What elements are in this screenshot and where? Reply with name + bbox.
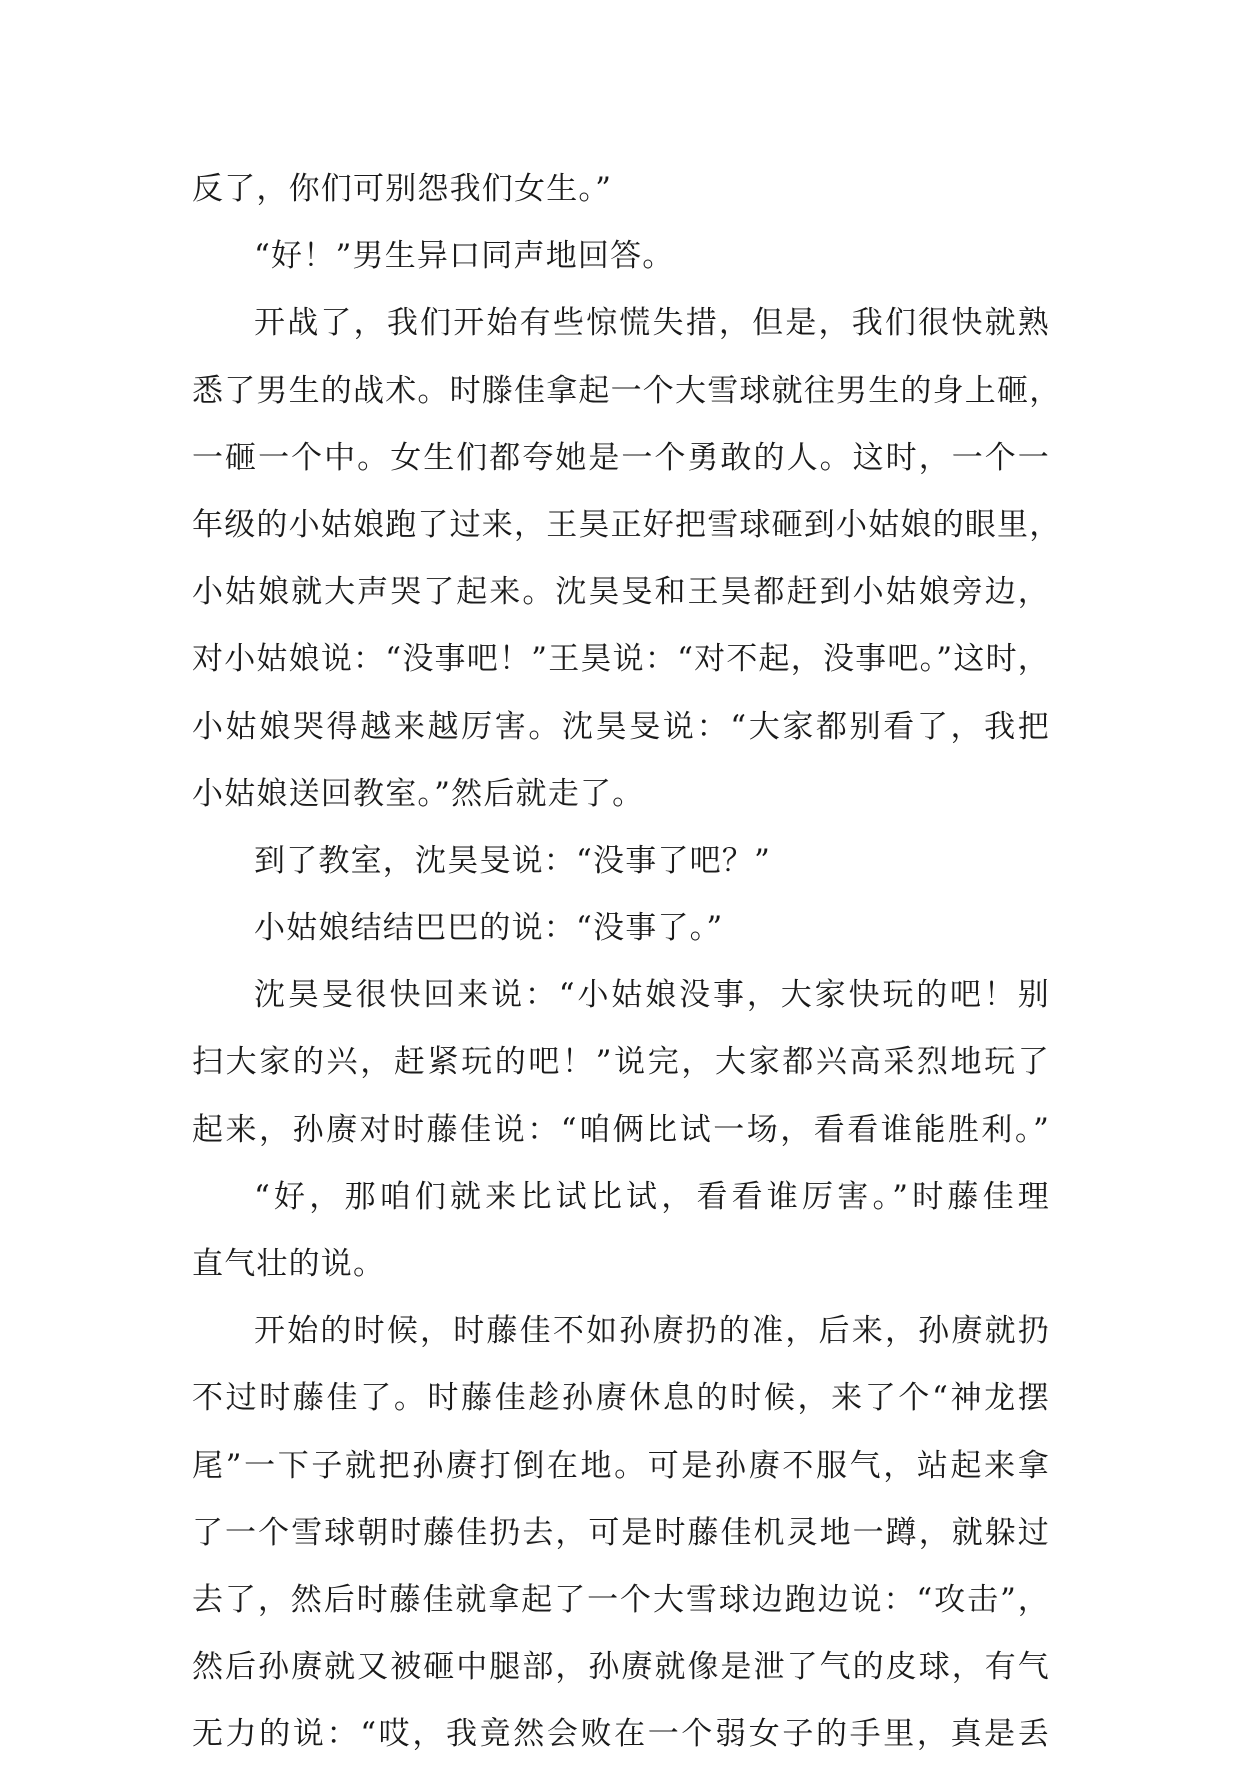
text-line: 开战了，我们开始有些惊慌失措，但是，我们很快就熟 xyxy=(254,305,1050,342)
text-line: 一砸一个中。女生们都夸她是一个勇敢的人。这时，一个一 xyxy=(192,439,1050,476)
text-line: 小姑娘结结巴巴的说：“没事了。” xyxy=(254,910,724,947)
text-line: 尾”一下子就把孙赓打倒在地。可是孙赓不服气，站起来拿 xyxy=(192,1447,1050,1484)
text-line: 去了，然后时藤佳就拿起了一个大雪球边跑边说：“攻击”， xyxy=(192,1581,1050,1618)
text-line: 扫大家的兴，赶紧玩的吧！”说完，大家都兴高采烈地玩了 xyxy=(192,1044,1050,1081)
text-line: 小姑娘哭得越来越厉害。沈昊旻说：“大家都别看了，我把 xyxy=(192,708,1050,745)
text-line: 直气壮的说。 xyxy=(192,1246,386,1282)
text-line: “好！”男生异口同声地回答。 xyxy=(254,238,675,275)
text-line: 无力的说：“哎，我竟然会败在一个弱女子的手里，真是丢 xyxy=(192,1716,1050,1753)
text-line: 反了，你们可别怨我们女生。” xyxy=(192,171,613,207)
text-line: 小姑娘就大声哭了起来。沈昊旻和王昊都赶到小姑娘旁边， xyxy=(192,574,1050,611)
text-line: 悉了男生的战术。时滕佳拿起一个大雪球就往男生的身上砸， xyxy=(192,372,1062,409)
text-line: 起来，孙赓对时藤佳说：“咱俩比试一场，看看谁能胜利。” xyxy=(192,1111,1050,1148)
text-line: 对小姑娘说：“没事吧！”王昊说：“对不起，没事吧。”这时， xyxy=(192,641,1050,678)
text-line: 了一个雪球朝时藤佳扔去，可是时藤佳机灵地一蹲，就躲过 xyxy=(192,1514,1050,1551)
text-line: 小姑娘送回教室。”然后就走了。 xyxy=(192,775,645,812)
text-line: 然后孙赓就又被砸中腿部，孙赓就像是泄了气的皮球，有气 xyxy=(192,1649,1050,1686)
text-line: “好，那咱们就来比试比试，看看谁厉害。”时藤佳理 xyxy=(254,1178,1050,1215)
text-line: 不过时藤佳了。时藤佳趁孙赓休息的时候，来了个“神龙摆 xyxy=(192,1380,1050,1417)
text-line: 开始的时候，时藤佳不如孙赓扔的准，后来，孙赓就扔 xyxy=(254,1313,1050,1350)
text-line: 年级的小姑娘跑了过来，王昊正好把雪球砸到小姑娘的眼里， xyxy=(192,506,1062,543)
story-text xyxy=(192,156,1062,1769)
text-line: 到了教室，沈昊旻说：“没事了吧？” xyxy=(254,842,772,879)
text-line: 沈昊旻很快回来说：“小姑娘没事，大家快玩的吧！别 xyxy=(254,977,1050,1014)
